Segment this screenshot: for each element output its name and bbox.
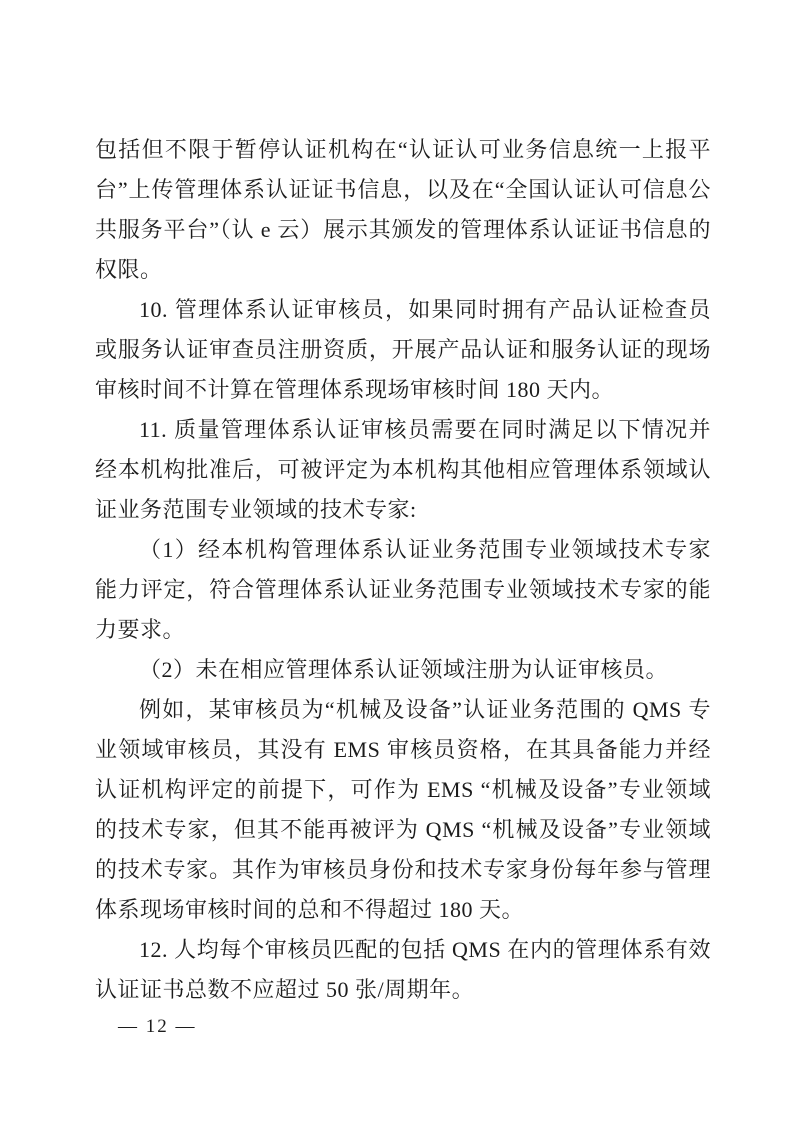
paragraph-example: 例如，某审核员为“机械及设备”认证业务范围的 QMS 专业领域审核员，其没有 EMS 审核员资格，在其具备能力并经认证机构评定的前提下，可作为 EMS “机械及设备”专业领域的技术专家，但其不能再被评为 QMS “机械及设备”专业领域的技术专家。其作为审核员身份和技术专家身份每年参与管理体系现场审核时间的总和不得超过 180 天。 bbox=[95, 697, 711, 922]
paragraph-continuation: 包括但不限于暂停认证机构在“认证认可业务信息统一上报平台”上传管理体系认证证书信息，以及在“全国认证认可信息公共服务平台”（认 e 云）展示其颁发的管理体系认证证书信息的权限。 bbox=[95, 137, 711, 282]
paragraph-item-12: 12. 人均每个审核员匹配的包括 QMS 在内的管理体系有效认证证书总数不应超过 50 张/周期年。 bbox=[95, 937, 711, 1002]
page-body bbox=[95, 130, 711, 1010]
paragraph-item-11-sub-1: （1）经本机构管理体系认证业务范围专业领域技术专家能力评定，符合管理体系认证业务范围专业领域技术专家的能力要求。 bbox=[95, 537, 711, 642]
paragraph-item-11-sub-2: （2）未在相应管理体系认证领域注册为认证审核员。 bbox=[139, 657, 669, 682]
paragraph-item-10: 10. 管理体系认证审核员，如果同时拥有产品认证检查员或服务认证审查员注册资质，开展产品认证和服务认证的现场审核时间不计算在管理体系现场审核时间 180 天内。 bbox=[95, 297, 711, 402]
paragraph-item-11: 11. 质量管理体系认证审核员需要在同时满足以下情况并经本机构批准后，可被评定为本机构其他相应管理体系领域认证业务范围专业领域的技术专家: bbox=[95, 417, 711, 522]
footer-page-number: — 12 — bbox=[118, 1016, 197, 1037]
